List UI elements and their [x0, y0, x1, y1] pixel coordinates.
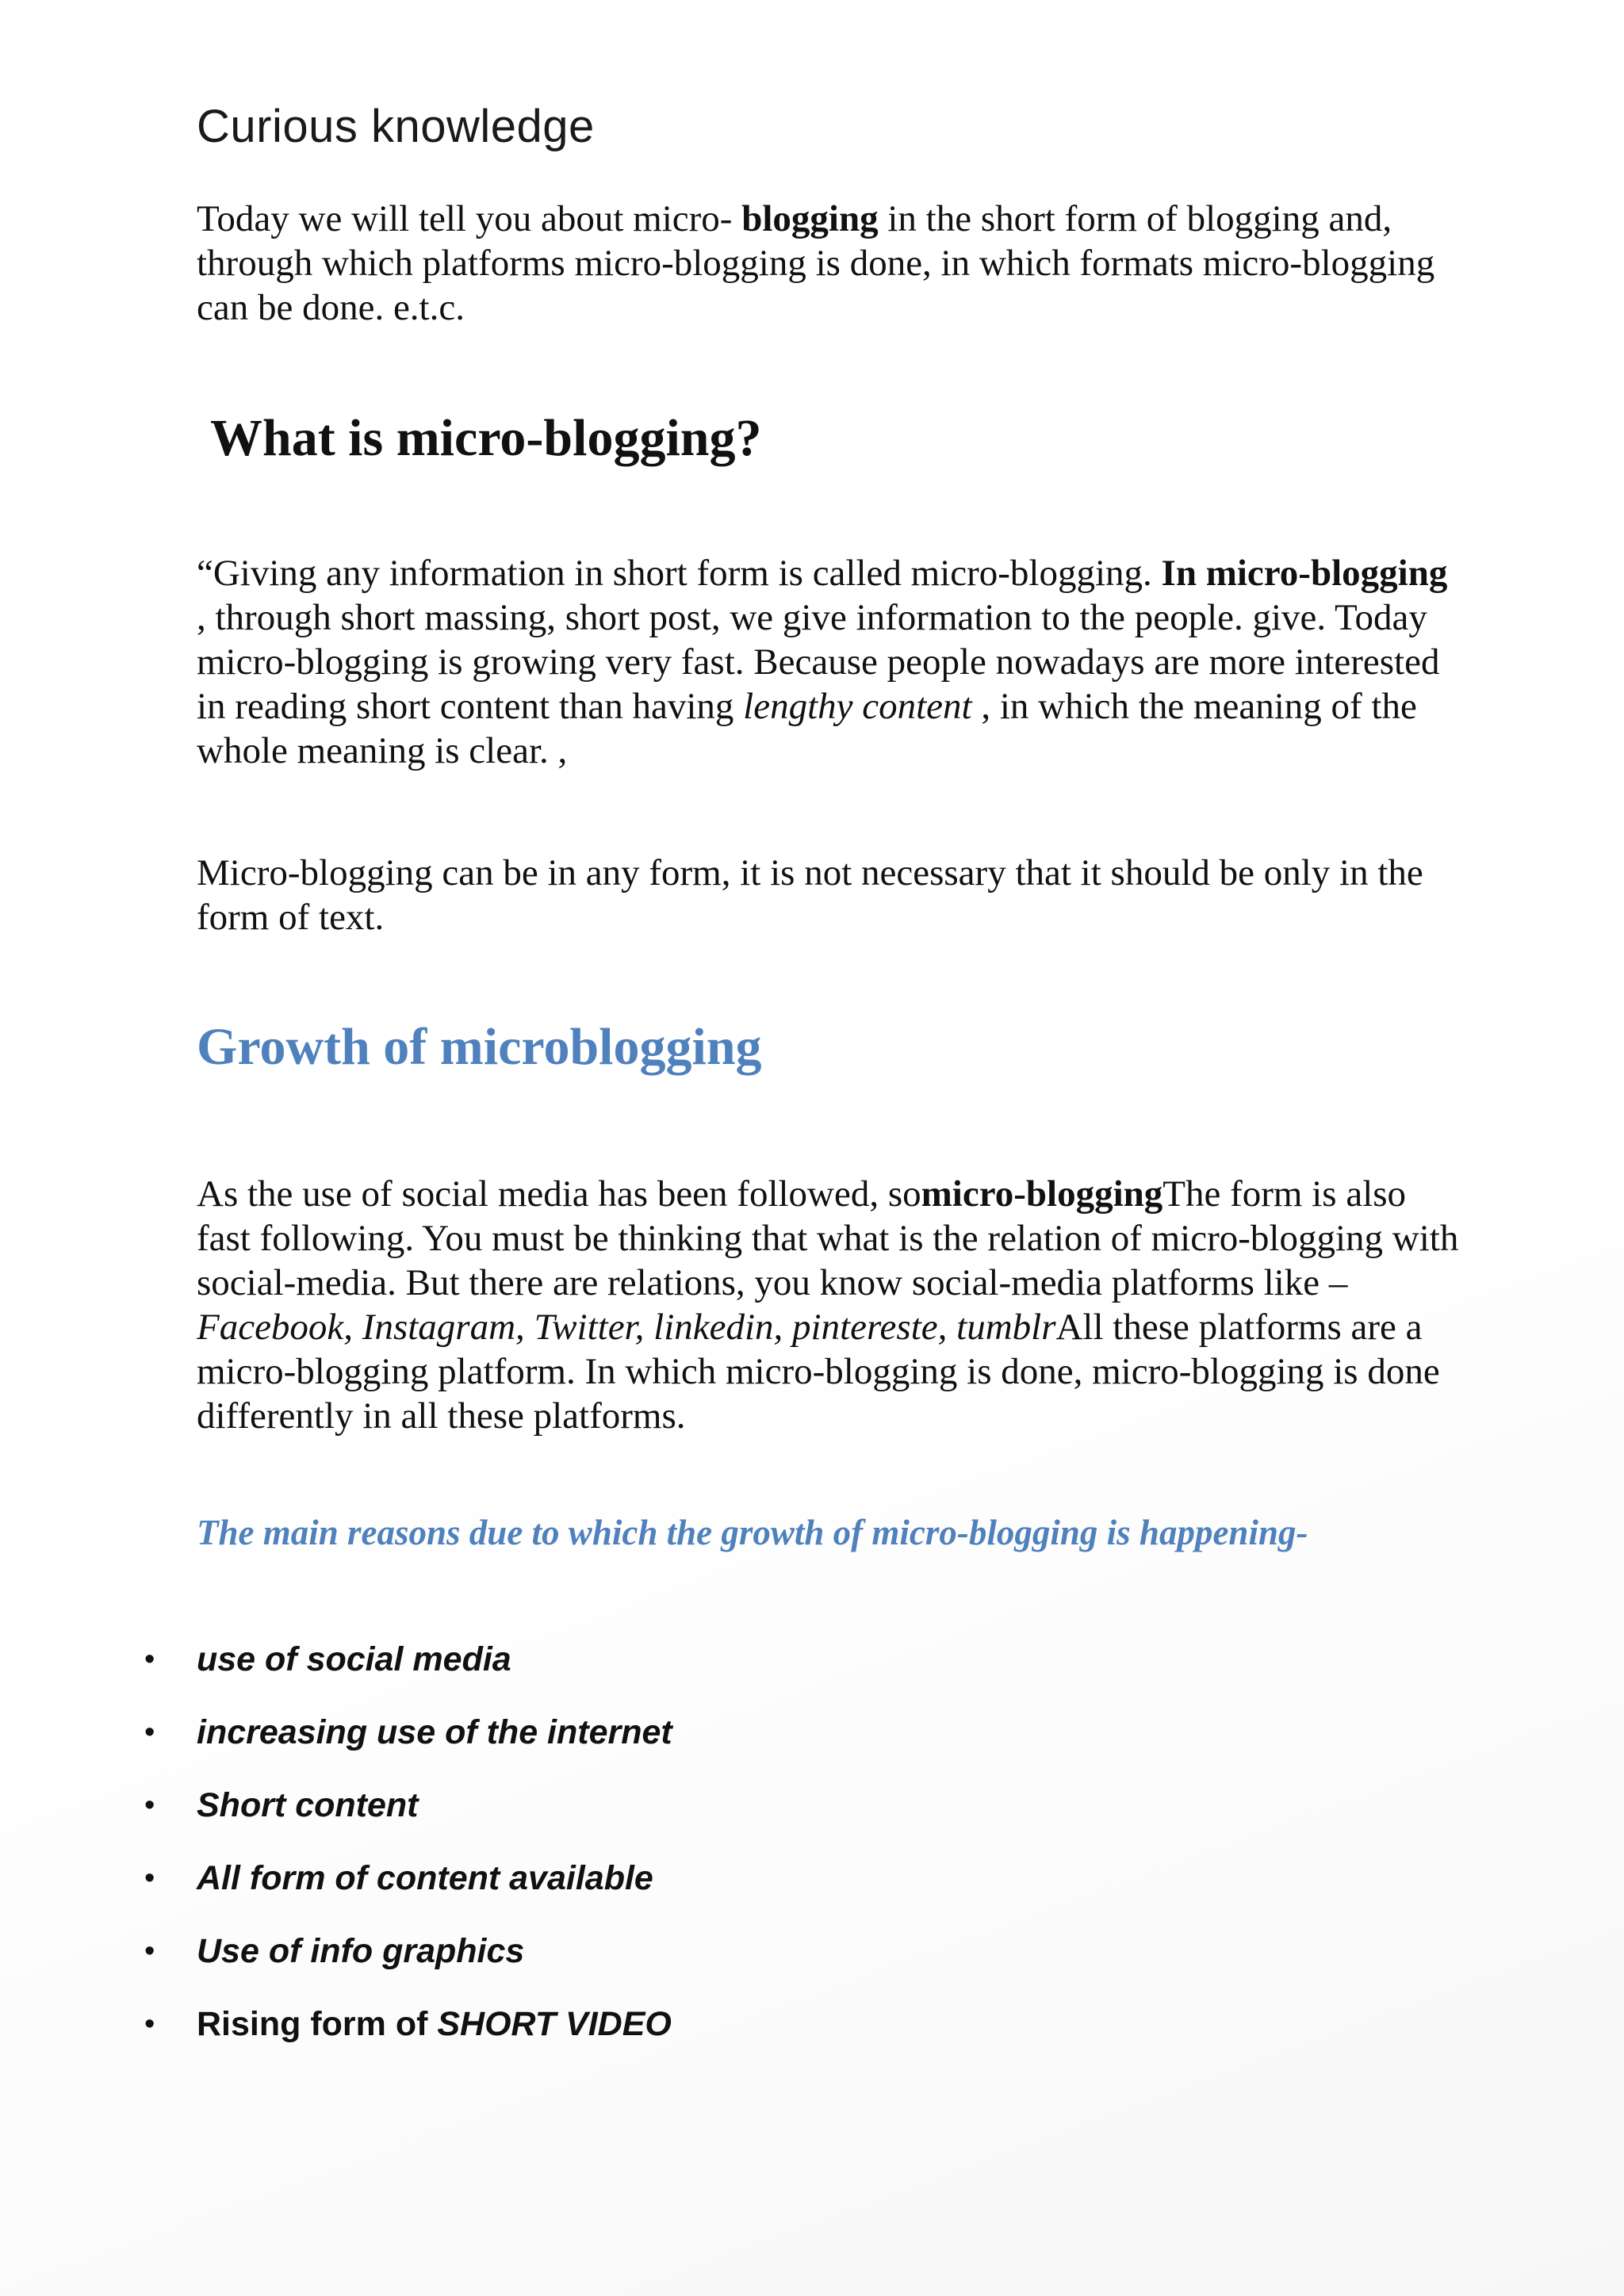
growth-paragraph: [197, 1172, 1465, 1438]
bullet-icon: •: [144, 1643, 155, 1676]
bullet-icon: •: [144, 1934, 155, 1968]
list-item: [144, 1785, 672, 1858]
growth-text-3: All these platforms are a micro-blogging platform. In which micro-blogging is done, micro-blogging is done differently in all these platforms.: [197, 1307, 1440, 1437]
list-item-text: increasing use of the internet: [197, 1713, 672, 1751]
list-item: [144, 1858, 672, 1931]
list-item-text: Use of info graphics: [197, 1932, 525, 1970]
heading-growth: Growth of microblogging: [197, 1018, 762, 1076]
heading-what-is-micro-blogging: What is micro-blogging?: [210, 409, 762, 467]
definition-text-3: , in which the meaning of the whole meaning is clear. ,: [197, 686, 1417, 771]
form-paragraph: Micro-blogging can be in any form, it is not necessary that it should be only in the form of text.: [197, 852, 1423, 938]
bullet-icon: •: [144, 2007, 155, 2041]
list-item-text: Short content: [197, 1786, 419, 1824]
intro-paragraph: [197, 197, 1465, 330]
definition-text-2: , through short massing, short post, we give information to the people. give. Today micro-blogging is growing very fast. Because people nowadays are more interested in reading short content than having: [197, 597, 1440, 727]
list-item: [144, 2004, 672, 2077]
definition-italic: lengthy content: [743, 686, 972, 727]
definition-text-1: “Giving any information in short form is called micro-blogging.: [197, 553, 1162, 594]
bullet-icon: •: [144, 1789, 155, 1822]
intro-text-1: Today we will tell you about micro-: [197, 198, 742, 239]
page-title: Curious knowledge: [197, 101, 595, 152]
bullet-icon: •: [144, 1862, 155, 1895]
definition-paragraph: [197, 551, 1465, 773]
definition-bold: In micro-blogging: [1161, 553, 1448, 594]
growth-text-2: The form is also fast following. You must be thinking that what is the relation of micro-blogging with social-media. But there are relations, you know social-media platforms like –: [197, 1173, 1459, 1303]
growth-platforms-italic: Facebook, Instagram, Twitter, linkedin, pintereste, tumblr: [197, 1307, 1056, 1348]
reasons-list: [144, 1640, 672, 2077]
heading-main-reasons: The main reasons due to which the growth of micro-blogging is happening-: [197, 1513, 1308, 1552]
bullet-icon: •: [144, 1716, 155, 1749]
list-item: [144, 1712, 672, 1785]
intro-bold-blogging: blogging: [741, 198, 879, 239]
list-item: [144, 1931, 672, 2004]
list-item-emphasis: SHORT VIDEO: [437, 2005, 672, 2043]
list-item: [144, 1640, 672, 1712]
intro-text-2: in the short form of blogging and, through which platforms micro-blogging is done, in which formats micro-blogging can be done. e.t.c.: [197, 198, 1435, 328]
growth-bold: micro-blogging: [921, 1173, 1163, 1215]
list-item-text: use of social media: [197, 1640, 511, 1678]
growth-text-1: As the use of social media has been followed, so: [197, 1173, 921, 1215]
list-item-text: All form of content available: [197, 1859, 653, 1897]
list-item-prefix: Rising form of: [197, 2005, 438, 2043]
